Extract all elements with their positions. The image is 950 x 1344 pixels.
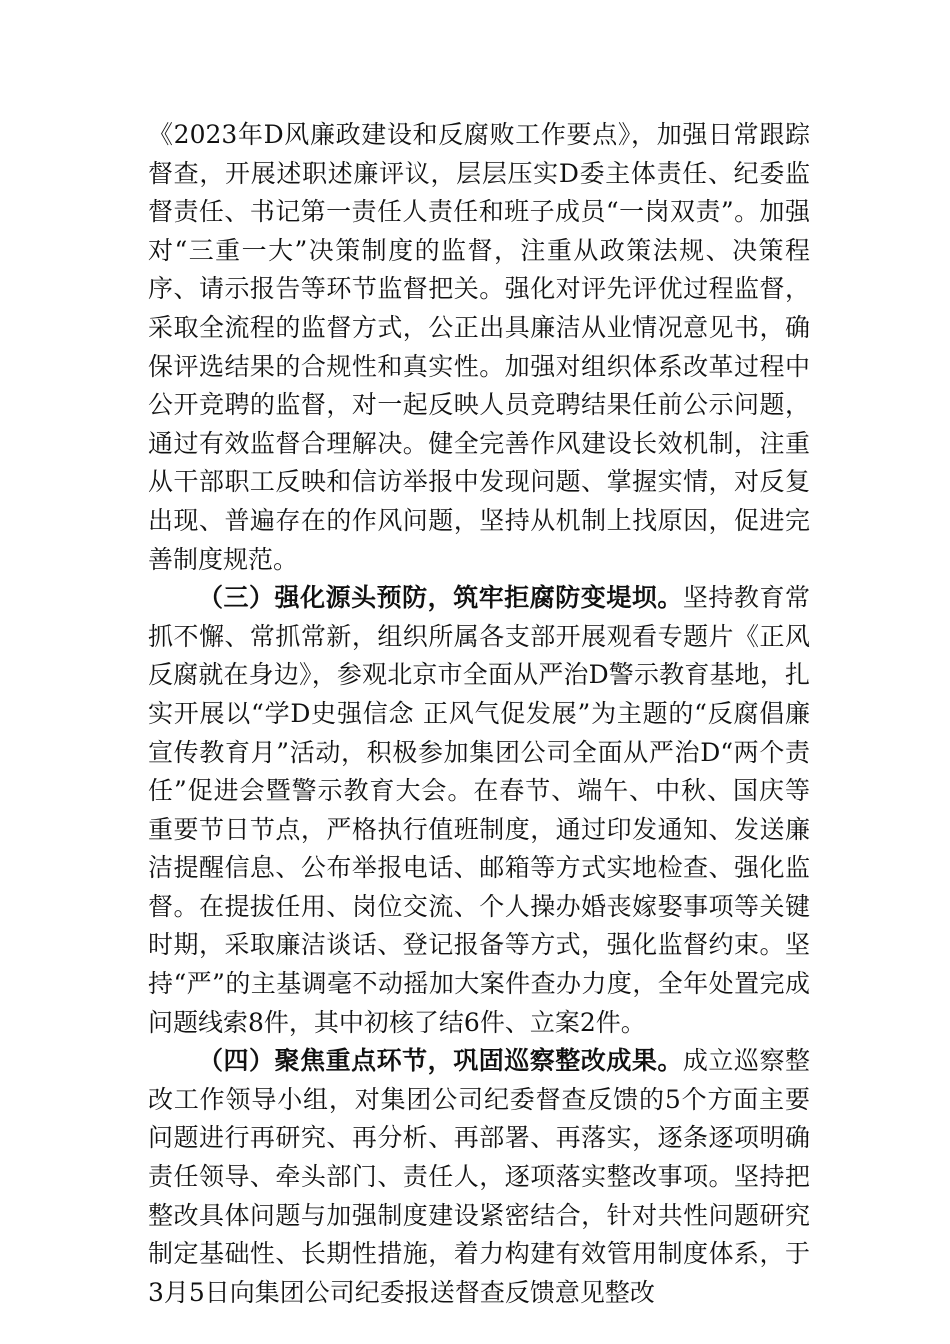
paragraph-text: 成立巡察整改工作领导小组，对集团公司纪委督查反馈的5个方面主要问题进行再研究、再分析、再部署、再落实，逐条逐项明确责任领导、牵头部门、责任人，逐项落实整改事项。坚持把整改具体问题与加强制度建设紧密结合，针对共性问题研究制定基础性、长期性措施，着力构建有效管用制度体系，于3月5日向集团公司纪委报送督查反馈意见整改: [148, 1046, 810, 1307]
paragraph-continuation: [148, 116, 810, 579]
paragraph-text: 坚持教育常抓不懈、常抓常新，组织所属各支部开展观看专题片《正风反腐就在身边》，参观北京市全面从严治D警示教育基地，扎实开展以“学D史强信念 正风气促发展”为主题的“反腐倡廉宣传教育月”活动，积极参加集团公司全面从严治D“两个责任”促进会暨警示教育大会。在春节、端午、中秋、国庆等重要节日节点，严格执行值班制度，通过印发通知、发送廉洁提醒信息、公布举报电话、邮箱等方式实地检查、强化监督。在提拔任用、岗位交流、个人操办婚丧嫁娶事项等关键时期，采取廉洁谈话、登记报备等方式，强化监督约束。坚持“严”的主基调毫不动摇加大案件查办力度，全年处置完成问题线索8件，其中初核了结6件、立案2件。: [148, 583, 810, 1037]
section-heading: （四）聚焦重点环节，巩固巡察整改成果。: [198, 1046, 683, 1076]
paragraph-section-3: [148, 579, 810, 1042]
document-body: [148, 116, 810, 1312]
paragraph-text: 《2023年D风廉政建设和反腐败工作要点》，加强日常跟踪督查，开展述职述廉评议，层层压实D委主体责任、纪委监督责任、书记第一责任人责任和班子成员“一岗双责”。加强对“三重一大”决策制度的监督，注重从政策法规、决策程序、请示报告等环节监督把关。强化对评先评优过程监督，采取全流程的监督方式，公正出具廉洁从业情况意见书，确保评选结果的合规性和真实性。加强对组织体系改革过程中公开竞聘的监督，对一起反映人员竞聘结果任前公示问题，通过有效监督合理解决。健全完善作风建设长效机制，注重从干部职工反映和信访举报中发现问题、掌握实情，对反复出现、普遍存在的作风问题，坚持从机制上找原因，促进完善制度规范。: [148, 120, 810, 574]
section-heading: （三）强化源头预防，筑牢拒腐防变堤坝。: [198, 583, 683, 613]
paragraph-section-4: [148, 1042, 810, 1312]
